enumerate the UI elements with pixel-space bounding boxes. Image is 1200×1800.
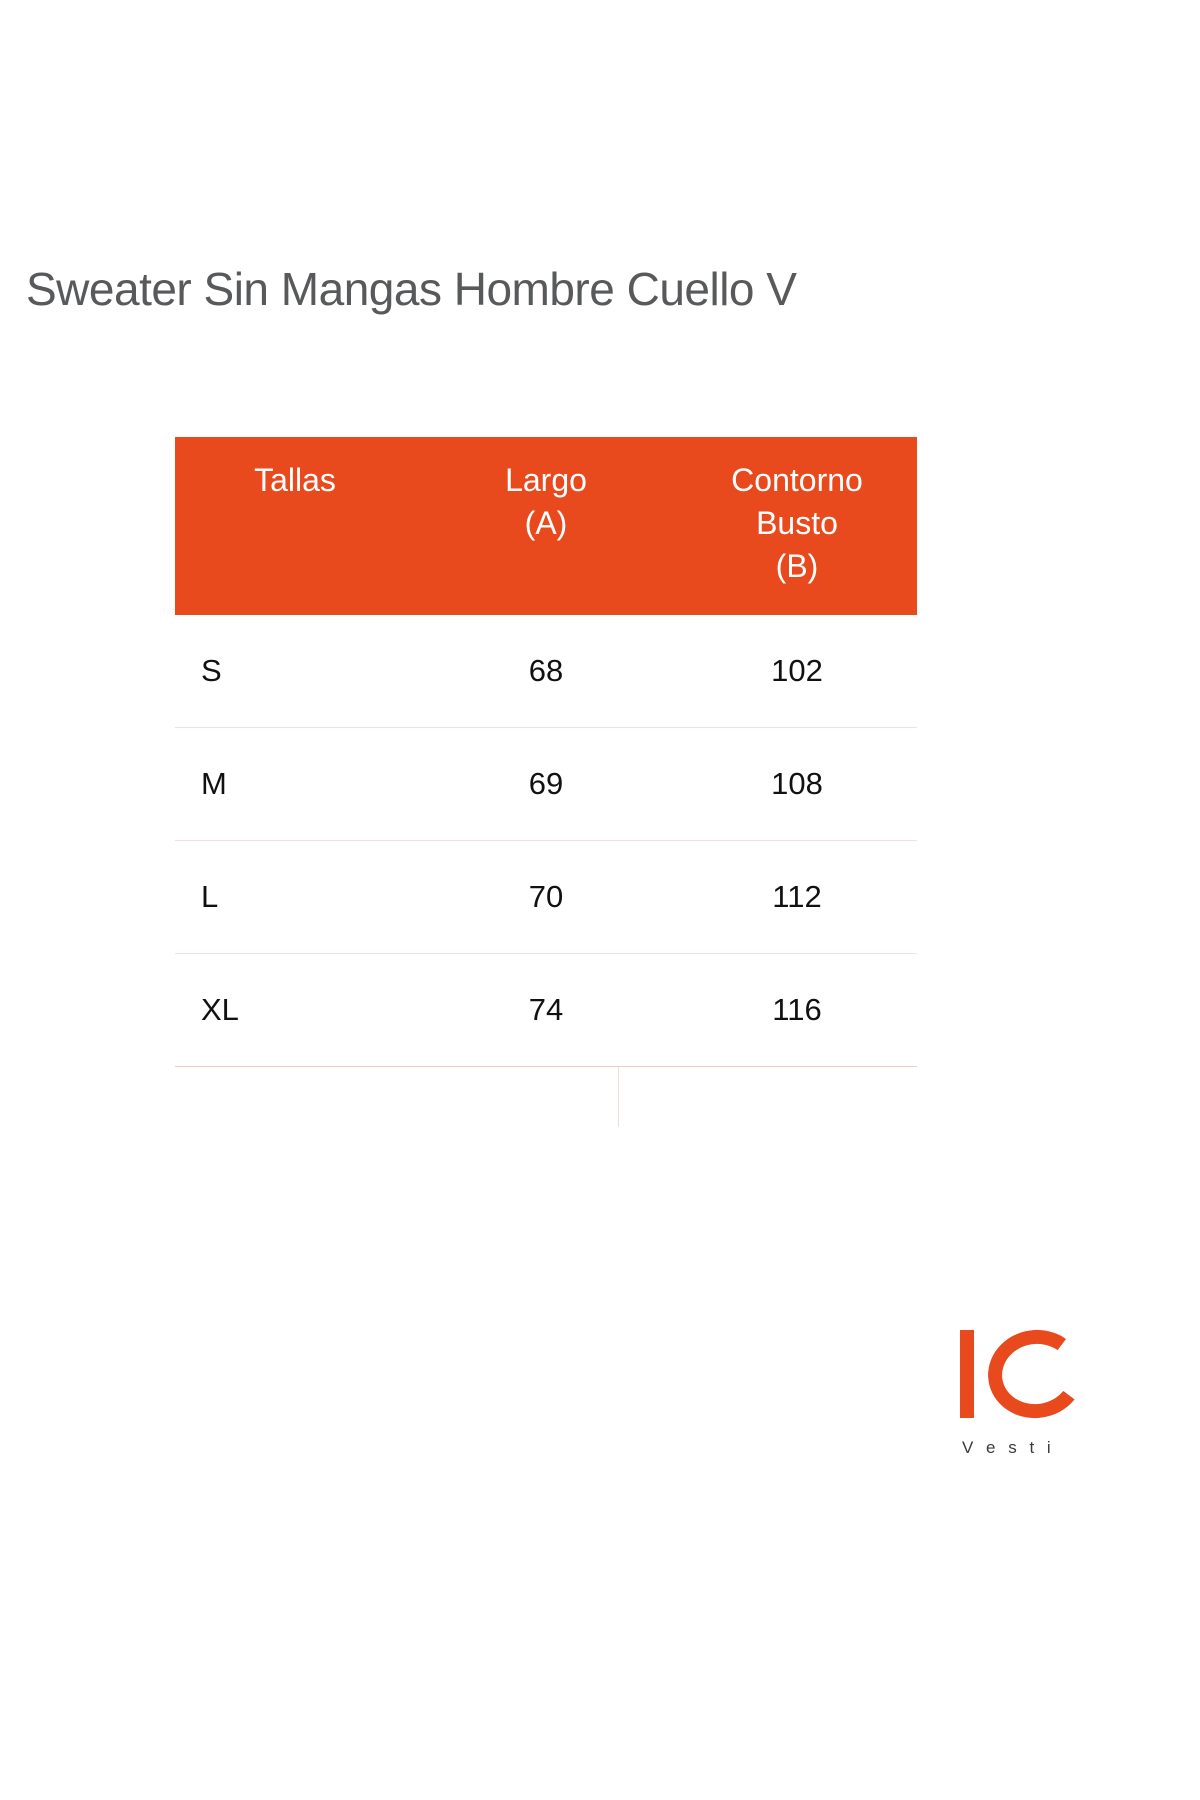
column-header-largo-sublabel: (A) [524, 505, 568, 542]
logo-mark-icon [960, 1330, 1190, 1422]
cell-length: 74 [415, 953, 677, 1066]
size-table [175, 437, 917, 1067]
cell-bust: 116 [677, 953, 917, 1066]
cell-size: M [175, 727, 415, 840]
cell-bust: 102 [677, 615, 917, 728]
size-table-body [175, 615, 917, 1067]
column-header-contorno-busto [677, 437, 917, 615]
size-table-head [175, 437, 917, 615]
logo-letter-l-icon [960, 1330, 974, 1418]
table-row [175, 953, 917, 1066]
column-header-busto-sublabel: (B) [775, 548, 819, 585]
logo-wordmark: V e s t i [962, 1438, 1055, 1457]
table-row [175, 615, 917, 728]
cell-size: S [175, 615, 415, 728]
table-row [175, 840, 917, 953]
column-header-largo-label: Largo [505, 462, 587, 498]
page-title: Sweater Sin Mangas Hombre Cuello V [26, 263, 797, 315]
cell-bust: 108 [677, 727, 917, 840]
cell-length: 70 [415, 840, 677, 953]
cell-size: XL [175, 953, 415, 1066]
brand-logo [960, 1330, 1190, 1480]
column-header-tallas-label: Tallas [254, 462, 336, 498]
cell-bust: 112 [677, 840, 917, 953]
cell-length: 68 [415, 615, 677, 728]
cell-length: 69 [415, 727, 677, 840]
table-header-row [175, 437, 917, 615]
column-header-tallas [175, 437, 415, 615]
cell-size: L [175, 840, 415, 953]
column-header-largo [415, 437, 677, 615]
logo-letter-c-icon [982, 1324, 1089, 1425]
table-row [175, 727, 917, 840]
column-header-busto-label: Busto [756, 505, 838, 542]
column-header-contorno-label: Contorno [731, 462, 863, 498]
